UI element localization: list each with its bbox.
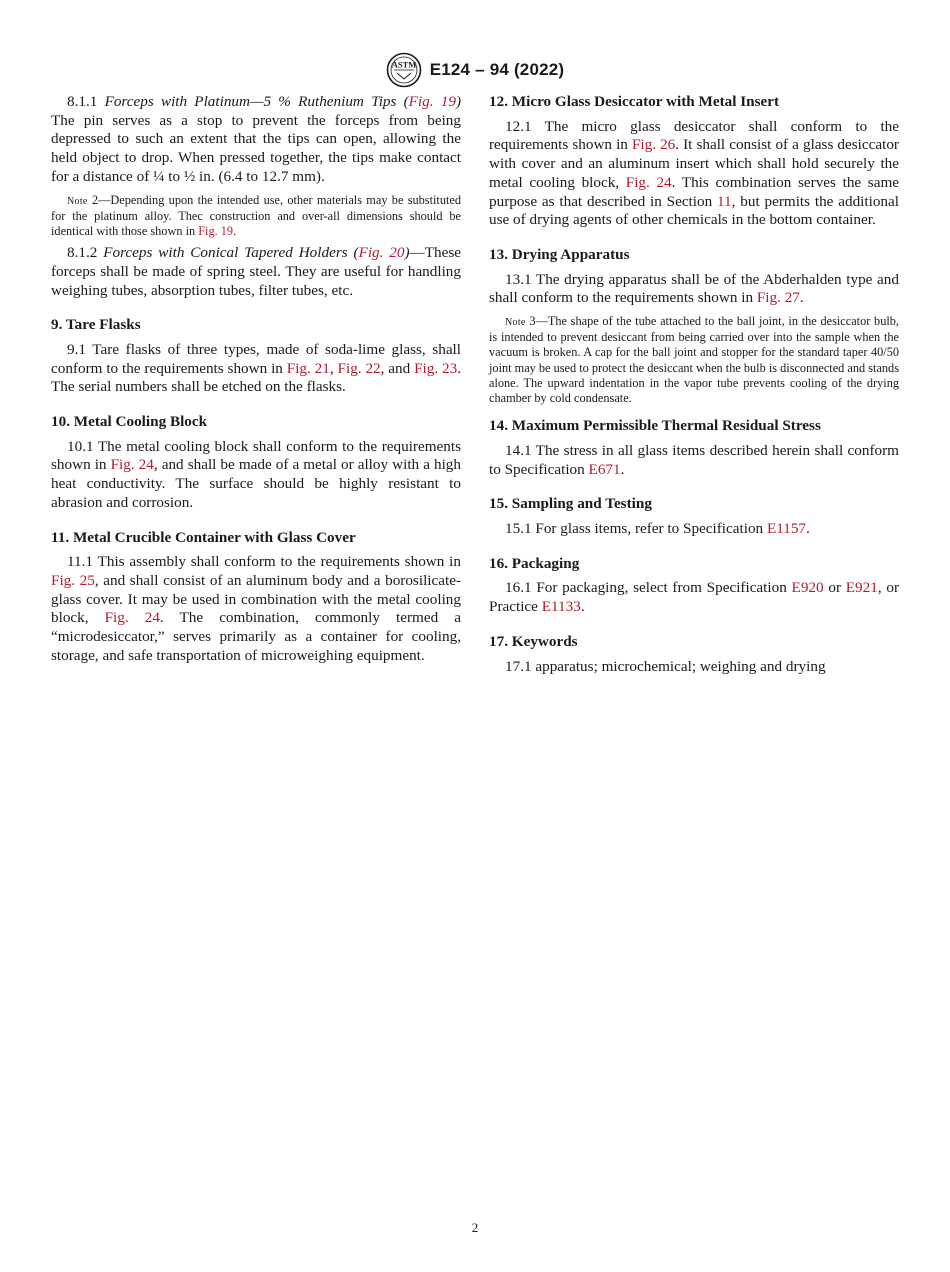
fig-25-link[interactable]: Fig. 25 [51,571,95,589]
text-run: 11.1 This assembly shall conform to the requirements shown in [67,553,461,571]
fig-24-link[interactable]: Fig. 24 [625,173,672,191]
paren-close: ) [455,93,461,110]
text-run: 10.1 The metal cooling block shall conform to the requirements shown in [51,437,461,474]
paragraph-text: —These forceps shall be made of spring steel. They are useful for handling weighing tubes, absorption tubes, filter tubes, etc. [51,244,461,299]
text-run: , but permits the additional use of drying agents of other chemicals in the bottom container. [489,192,899,229]
page-number: 2 [471,1220,479,1235]
text-run: , [329,359,338,377]
paragraph-16-1 [489,579,899,616]
paragraph-8-1-1 [51,93,461,187]
paragraph-8-1-2 [51,244,461,300]
text-run: , and [380,359,415,377]
page-header [0,52,950,88]
fig-24-link[interactable]: Fig. 24 [110,456,154,474]
fig-20-link[interactable]: Fig. 20 [358,244,405,262]
section-13-heading: 13. Drying Apparatus [489,245,630,263]
astm-logo-text: ASTM [391,59,416,70]
text-run: 17.1 apparatus; microchemical; weighing and drying [505,657,826,675]
note-2 [51,193,461,240]
text-run: , and shall be made of a metal or alloy with a high heat conductivity. The surface should be highly resistant to abrasion and corrosion. [51,456,461,511]
paragraph-15-1 [489,520,899,539]
section-9-heading: 9. Tare Flasks [51,316,141,334]
fig-27-link[interactable]: Fig. 27 [756,289,800,307]
text-run: 13.1 The drying apparatus shall be of the Abderhalden type and shall conform to the requirements shown in [489,270,899,307]
fig-22-link[interactable]: Fig. 22 [337,359,381,377]
note-label: Note [67,195,88,207]
e671-link[interactable]: E671 [588,460,621,478]
text-run: . The serial numbers shall be etched on the flasks. [51,359,461,396]
paragraph-text: The pin serves as a stop to prevent the forceps from being depressed to such an extent that the tips can open, allowing the held object to drop. When pressed together, the tips make contact for a distance of ¼ to ½ in. (6.4 to 12.7 mm). [51,111,461,185]
paragraph-12-1 [489,118,899,230]
text-run: 9.1 Tare flasks of three types, made of soda-lime glass, shall conform to the requirements shown in [51,340,461,377]
paragraph-title: Forceps with Platinum—5 % Ruthenium Tips ( [104,93,409,110]
right-column [489,93,899,676]
text-run: 16.1 For packaging, select from Specification [505,579,792,597]
text-run: . It shall consist of a glass desiccator with cover and an aluminum insert which shall hold securely the metal cooling block, [489,136,899,191]
section-11-link[interactable]: 11 [717,192,732,210]
text-run: . The combination, commonly termed a “microdesiccator,” serves primarily as a container for cooling, storage, and safe transportation of microweighing equipment. [51,609,461,664]
paragraph-17-1 [489,658,899,677]
note-text: 3—The shape of the tube attached to the ball joint, in the desiccator bulb, is intended to prevent desiccant from being carried over into the sample when the vacuum is broken. A cap for the ball joint and stopper for the standard taper 40/50 joint may be used to protect the desiccant when the bulb is disconnected and stands alone. The upward indentation in the vapor tube prevents cooling of the drying chamber by cold condensate. [489,314,899,406]
e921-link[interactable]: E921 [845,579,878,597]
paren-close: ) [404,244,410,262]
fig-26-link[interactable]: Fig. 26 [631,136,676,154]
fig-21-link[interactable]: Fig. 21 [286,359,330,377]
paragraph-10-1 [51,438,461,513]
astm-logo-icon [386,52,422,88]
text-run: . [580,598,585,616]
fig-23-link[interactable]: Fig. 23 [414,359,458,377]
e1157-link[interactable]: E1157 [766,520,807,538]
section-16-heading: 16. Packaging [489,554,580,572]
text-run: . [799,289,804,307]
note-end: . [233,223,237,238]
text-run: . [806,520,810,538]
left-column [51,93,461,665]
text-run: 15.1 For glass items, refer to Specification [505,520,767,538]
note-label: Note [505,317,526,329]
text-run: 14.1 The stress in all glass items described herein shall conform to Specification [489,441,899,478]
text-run: , or Practice [489,579,900,616]
note-3 [489,314,899,406]
fig-19-link[interactable]: Fig. 19 [408,93,456,110]
e1133-link[interactable]: E1133 [541,598,581,616]
paragraph-number: 8.1.1 [67,93,98,110]
note-text: 2—Depending upon the intended use, other materials may be substituted for the platinum alloy. Thec construction and over-all dimensions should be identical with those shown in [51,192,461,238]
e920-link[interactable]: E920 [791,579,824,597]
section-11-heading: 11. Metal Crucible Container with Glass Cover [51,528,356,546]
section-10-heading: 10. Metal Cooling Block [51,413,208,431]
text-run: , and shall consist of an aluminum body and a borosilicate-glass cover. It may be used in combination with the metal cooling block, [51,571,462,627]
paragraph-13-1 [489,271,899,308]
fig-19-link[interactable]: Fig. 19 [198,223,234,238]
fig-24-link[interactable]: Fig. 24 [104,609,160,627]
section-14-heading: 14. Maximum Permissible Thermal Residual Stress [489,417,821,435]
section-17-heading: 17. Keywords [489,632,578,650]
paragraph-14-1 [489,442,899,479]
document-designation: E124 – 94 (2022) [429,60,565,79]
paragraph-11-1 [51,553,461,665]
text-run: . [620,460,625,478]
paragraph-number: 8.1.2 [67,244,98,262]
paragraph-9-1 [51,341,461,397]
text-run: 12.1 The micro glass desiccator shall conform to the requirements shown in [489,117,899,154]
section-15-heading: 15. Sampling and Testing [489,495,652,513]
text-run: or [823,579,846,597]
section-12-heading: 12. Micro Glass Desiccator with Metal Insert [489,93,780,110]
text-run: . This combination serves the same purpose as that described in Section [489,173,899,210]
paragraph-title: Forceps with Conical Tapered Holders ( [103,244,359,262]
